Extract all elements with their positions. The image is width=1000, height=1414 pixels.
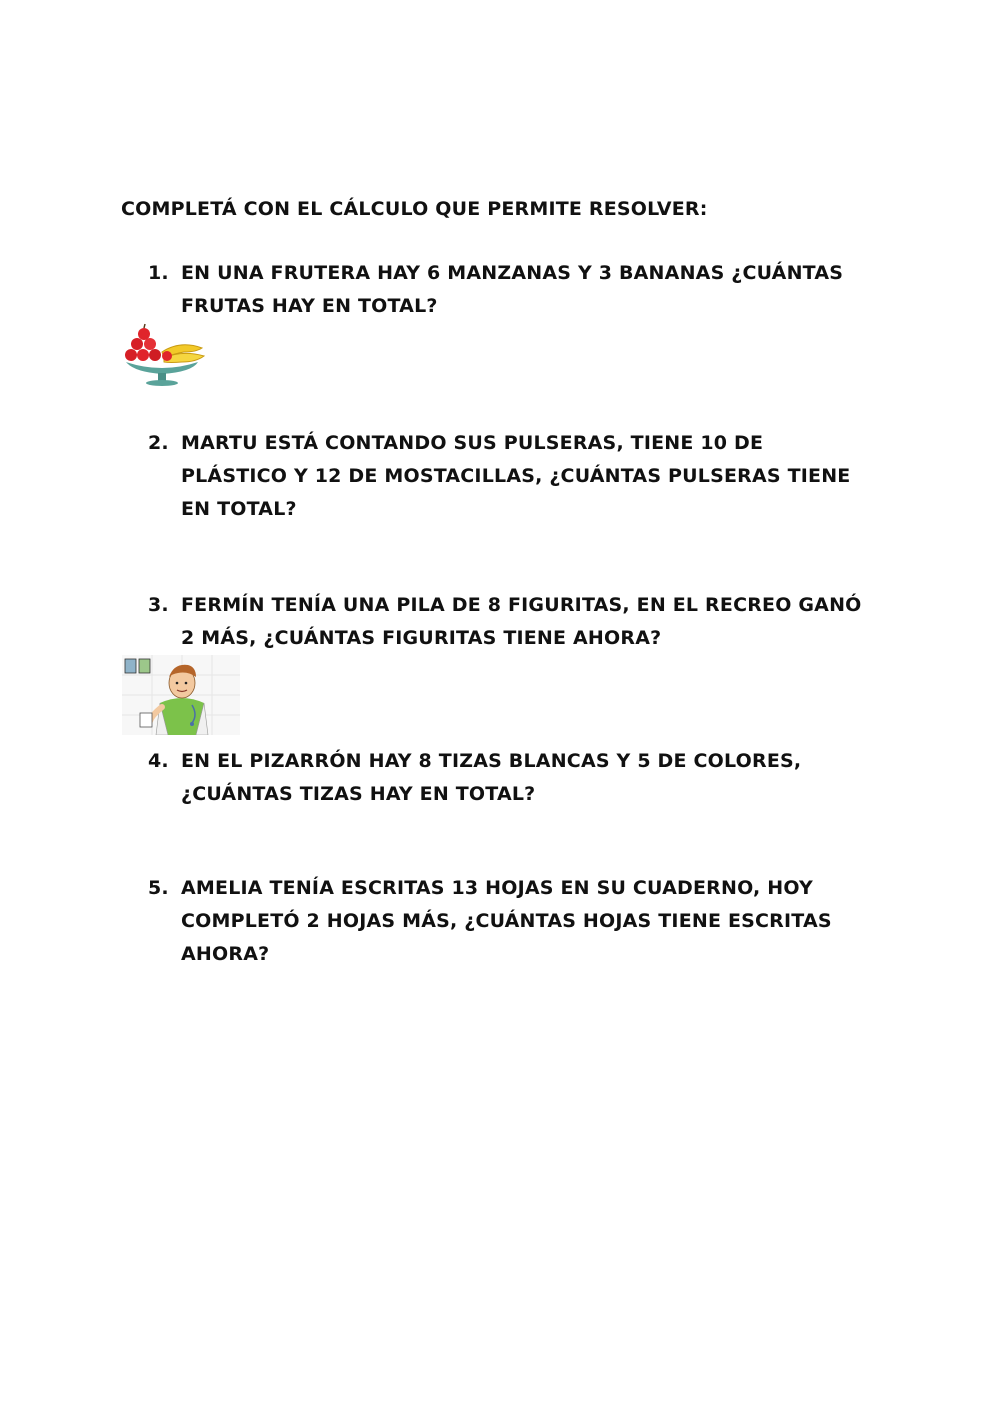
- problem-number: 4.: [148, 750, 169, 772]
- problem-text: EN EL PIZARRÓN HAY 8 TIZAS BLANCAS Y 5 DE COLORES, ¿CUÁNTAS TIZAS HAY EN TOTAL?: [181, 750, 802, 805]
- problem-number: 3.: [148, 594, 169, 616]
- problem-number: 2.: [148, 432, 169, 454]
- problem-1: [148, 257, 888, 323]
- fruit-bowl-icon: [122, 322, 210, 388]
- problem-number: 1.: [148, 262, 169, 284]
- worksheet-instruction: COMPLETÁ CON EL CÁLCULO QUE PERMITE RESOLVER:: [121, 198, 708, 220]
- boy-with-cards-icon: [122, 655, 240, 735]
- problem-3: [148, 589, 888, 655]
- problem-text: FERMÍN TENÍA UNA PILA DE 8 FIGURITAS, EN EL RECREO GANÓ 2 MÁS, ¿CUÁNTAS FIGURITAS TIENE AHORA?: [181, 594, 862, 649]
- problem-text: EN UNA FRUTERA HAY 6 MANZANAS Y 3 BANANAS ¿CUÁNTAS FRUTAS HAY EN TOTAL?: [181, 262, 844, 317]
- problem-text: AMELIA TENÍA ESCRITAS 13 HOJAS EN SU CUADERNO, HOY COMPLETÓ 2 HOJAS MÁS, ¿CUÁNTAS HOJAS TIENE ESCRITAS AHORA?: [181, 877, 832, 965]
- problem-4: [148, 745, 888, 811]
- problem-5: [148, 872, 888, 971]
- problem-2: [148, 427, 888, 526]
- problem-text: MARTU ESTÁ CONTANDO SUS PULSERAS, TIENE 10 DE PLÁSTICO Y 12 DE MOSTACILLAS, ¿CUÁNTAS PULSERAS TIENE EN TOTAL?: [181, 432, 851, 520]
- problem-number: 5.: [148, 877, 169, 899]
